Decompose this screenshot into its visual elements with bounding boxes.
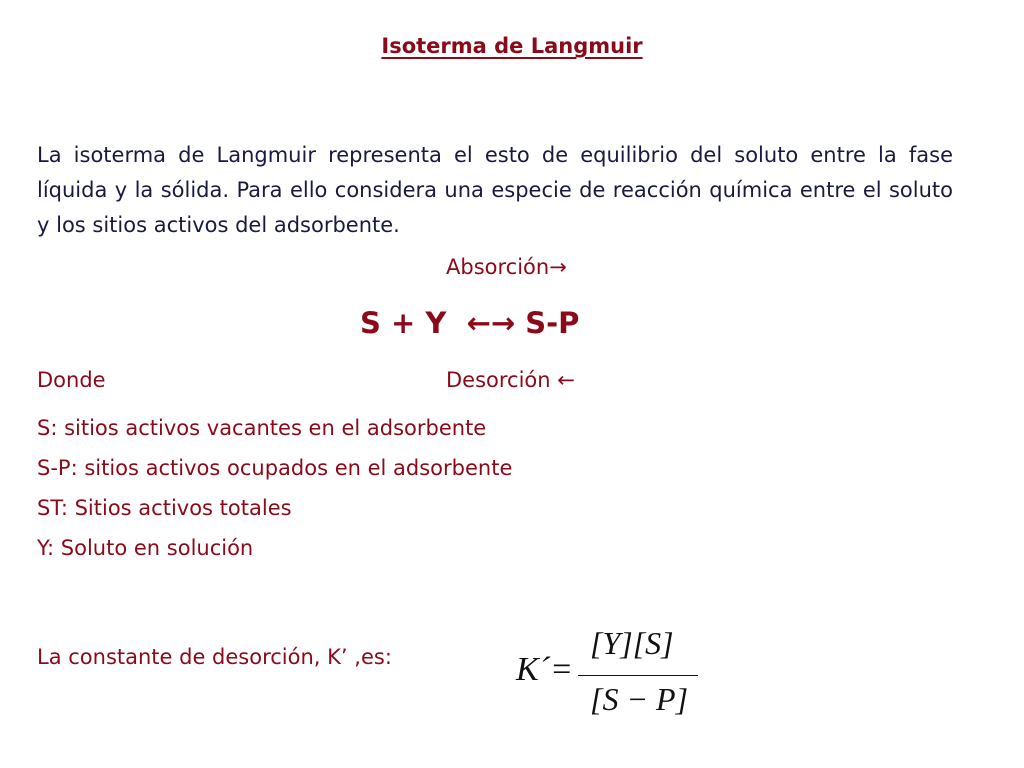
equation-lhs: K´= (516, 651, 573, 688)
definition-item: S-P: sitios activos ocupados en el adsorbente (37, 456, 513, 480)
equation-numerator: [Y][S] (590, 625, 674, 661)
slide-title: Isoterma de Langmuir (381, 34, 643, 58)
absorcion-label: Absorción (446, 255, 550, 279)
desorcion-label: Desorción (446, 368, 558, 392)
intro-paragraph: La isoterma de Langmuir representa el esto de equilibrio del soluto entre la fase líquida y la sólida. Para ello considera una especie de reacción química entre el soluto y los sitios activos del adsorbente. (37, 143, 953, 237)
reaction-equation: S + Y ←→ S-P (360, 306, 580, 340)
equation-denominator: [S − P] (590, 681, 689, 717)
left-arrow-icon: ← (557, 368, 575, 392)
definition-item: S: sitios activos vacantes en el adsorbente (37, 416, 487, 440)
definition-item: ST: Sitios activos totales (37, 496, 292, 520)
definitions-list (37, 408, 512, 568)
absorcion-label-group (446, 255, 567, 279)
desorption-constant-equation (512, 625, 712, 725)
constant-label: La constante de desorción, K’ ,es: (37, 645, 392, 669)
fraction-bar (578, 675, 698, 676)
definition-item: Y: Soluto en solución (37, 536, 254, 560)
right-arrow-icon: → (549, 255, 567, 279)
desorcion-label-group (446, 368, 575, 392)
donde-label: Donde (37, 368, 106, 392)
